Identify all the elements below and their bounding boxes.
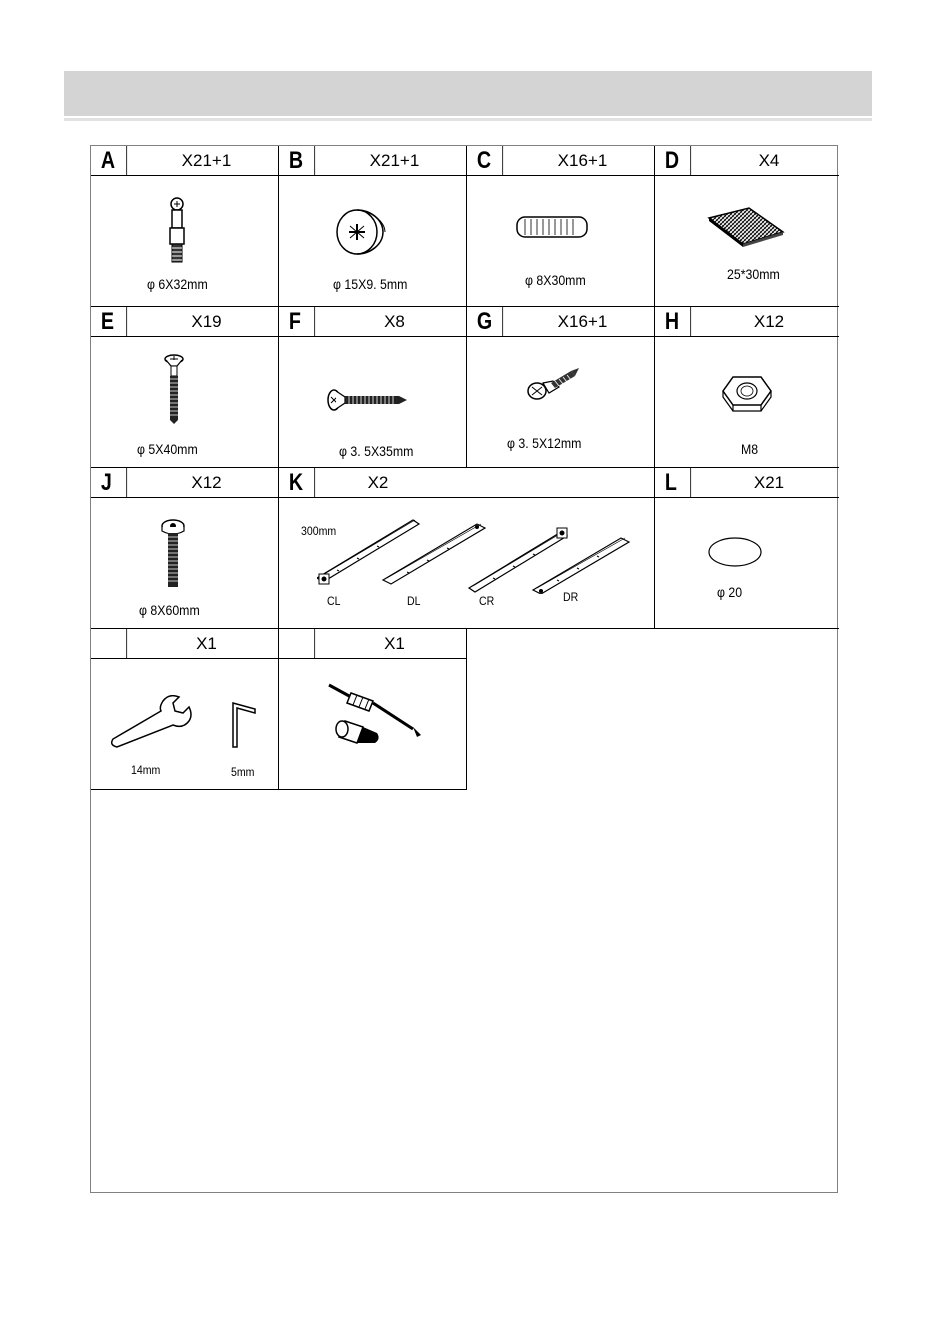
short-screw-icon [527, 367, 583, 403]
part-quantity: X12 [753, 312, 785, 331]
part-letter: H [655, 307, 691, 336]
header-bar [64, 71, 872, 116]
rail-length: 300mm [301, 524, 337, 538]
part-letter: A [91, 146, 127, 175]
part-letter: B [279, 146, 315, 175]
part-size: φ 8X60mm [139, 602, 200, 618]
part-quantity: X16+1 [557, 151, 608, 170]
part-cell-a [91, 146, 279, 307]
part-size: φ 3. 5X35mm [339, 443, 414, 459]
part-letter: D [655, 146, 691, 175]
part-size: φ 6X32mm [147, 276, 208, 292]
part-size: 25*30mm [727, 266, 780, 282]
part-cell-e [91, 307, 279, 468]
part-quantity: X12 [191, 473, 222, 492]
part-cell-h [655, 307, 839, 468]
wood-dowel-icon [515, 214, 591, 240]
part-letter: F [279, 307, 315, 336]
wood-screw-icon [327, 387, 411, 413]
cap-cover-icon [707, 536, 763, 568]
allen-key-icon [227, 699, 259, 751]
part-cell-d [655, 146, 839, 307]
cam-lock-icon [331, 202, 391, 260]
tool-cell-wrench [91, 629, 279, 790]
cam-bolt-icon [157, 196, 197, 268]
rail-label: DR [563, 590, 579, 604]
part-size: φ 15X9. 5mm [333, 276, 408, 292]
tool-quantity: X1 [384, 634, 405, 653]
tool-quantity: X1 [196, 634, 217, 653]
part-quantity: X16+1 [557, 312, 608, 331]
part-cell-f [279, 307, 467, 468]
rail-label: CL [327, 594, 341, 608]
part-cell-j [91, 468, 279, 629]
rail-label: DL [407, 594, 421, 608]
part-quantity: X21 [753, 473, 785, 492]
header-rule [64, 118, 872, 121]
part-cell-g [467, 307, 655, 468]
tool-letter-blank [91, 629, 127, 658]
hex-bolt-icon [157, 518, 189, 590]
parts-sheet [90, 145, 838, 1193]
screwdriver-icon [327, 681, 427, 751]
part-letter: E [91, 307, 127, 336]
tool-size: 14mm [131, 763, 161, 777]
rail-label: CR [479, 594, 495, 608]
tool-letter-blank [279, 629, 315, 658]
part-quantity: X19 [191, 312, 222, 331]
wrench-icon [109, 695, 201, 751]
part-quantity: X21+1 [181, 151, 232, 170]
part-size: M8 [741, 441, 759, 457]
part-cell-b [279, 146, 467, 307]
felt-pad-icon [705, 204, 787, 248]
part-quantity: X21+1 [369, 151, 420, 170]
hex-nut-icon [721, 373, 773, 413]
part-letter: J [91, 468, 127, 497]
part-size: φ 3. 5X12mm [507, 435, 582, 451]
part-size: φ 20 [717, 584, 743, 600]
part-size: φ 5X40mm [137, 441, 198, 457]
part-letter: G [467, 307, 503, 336]
part-quantity: X2 [367, 473, 389, 492]
part-cell-k [279, 468, 655, 629]
part-size: φ 8X30mm [525, 272, 586, 288]
tool-size: 5mm [231, 765, 255, 779]
long-screw-icon [159, 353, 189, 425]
part-quantity: X8 [384, 312, 405, 331]
part-cell-l [655, 468, 839, 629]
part-cell-c [467, 146, 655, 307]
part-letter: L [655, 468, 691, 497]
part-letter: C [467, 146, 503, 175]
part-letter: K [279, 468, 315, 497]
part-quantity: X4 [758, 151, 780, 170]
drawer-slides-icon [317, 516, 637, 594]
tool-cell-screwdriver [279, 629, 467, 790]
